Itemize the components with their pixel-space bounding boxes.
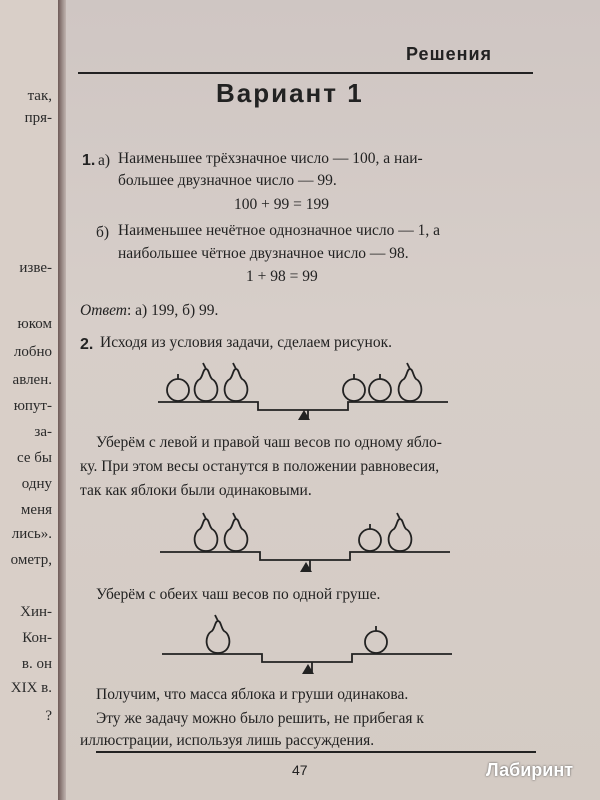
problem-text: Эту же задачу можно было решить, не прибегая к: [96, 710, 424, 727]
left-page-fragment: в. он: [21, 656, 52, 672]
pear-icon: [207, 615, 230, 653]
scale-illustration-2: [160, 502, 450, 574]
part-b-line: наибольшее чётное двузначное число — 98.: [118, 245, 409, 262]
scale-illustration-1: [158, 352, 448, 422]
left-page-fragment: одну: [21, 476, 52, 492]
left-page-fragment: лобно: [13, 344, 52, 360]
part-a-label: а): [98, 152, 111, 169]
problem-text: ку. При этом весы останутся в положении равновесия,: [80, 458, 440, 475]
equation: 1 + 98 = 99: [246, 268, 318, 285]
part-a-line: большее двузначное число — 99.: [118, 172, 337, 189]
left-page-fragment: лись».: [11, 526, 52, 542]
left-page-fragment: за-: [34, 424, 52, 440]
part-a-line: Наименьшее трёхзначное число — 100, а наи-: [118, 150, 423, 167]
left-page-fragment: авлен.: [12, 372, 52, 388]
left-page-fragment: Хин-: [20, 604, 52, 620]
pear-icon: [399, 363, 422, 401]
problem-text: иллюстрации, используя лишь рассуждения.: [80, 732, 375, 749]
section-header: Решения: [406, 44, 493, 64]
problem-text: Уберём с левой и правой чаш весов по одному ябло-: [96, 434, 442, 451]
problem-text: Исходя из условия задачи, сделаем рисунок.: [100, 334, 392, 351]
scale-illustration-3: [162, 604, 452, 676]
left-page-fragment: ?: [45, 708, 52, 724]
previous-page-edge: [0, 0, 58, 800]
page-number: 47: [292, 762, 308, 778]
left-page-fragment: се бы: [17, 450, 52, 466]
pear-icon: [195, 363, 218, 401]
problem-number: 1.: [82, 152, 96, 169]
apple-icon: [167, 374, 189, 401]
problem-text: Получим, что масса яблока и груши одинакова.: [96, 686, 409, 703]
left-page-fragment: юпут-: [13, 398, 52, 414]
left-page-fragment: XIX в.: [10, 680, 52, 696]
page-title: Вариант 1: [216, 78, 364, 108]
apple-icon: [365, 626, 387, 653]
left-page-fragment: пря-: [24, 110, 52, 126]
header-rule: [78, 72, 533, 74]
problem-text: так как яблоки были одинаковыми.: [80, 482, 312, 499]
left-page-fragment: юком: [17, 316, 52, 332]
apple-icon: [343, 374, 365, 401]
left-page-fragment: Кон-: [22, 630, 52, 646]
apple-icon: [369, 374, 391, 401]
pear-icon: [225, 513, 248, 551]
part-b-line: Наименьшее нечётное однозначное число — 1, а: [118, 222, 440, 239]
watermark-logo: Лабиринт: [486, 760, 574, 780]
left-page-fragment: так,: [27, 88, 52, 104]
apple-icon: [359, 524, 381, 551]
left-page-fragment: ометр,: [10, 552, 52, 568]
problem-number: 2.: [80, 336, 94, 353]
answer: [80, 302, 218, 320]
pear-icon: [225, 363, 248, 401]
footer-rule: [96, 751, 536, 753]
answer-text: : а) 199, б) 99.: [126, 302, 219, 319]
part-b-label: б): [96, 224, 110, 241]
book-page: [66, 0, 600, 800]
problem-text: Уберём с обеих чаш весов по одной груше.: [96, 586, 381, 603]
left-page-fragment: изве-: [19, 260, 52, 276]
pear-icon: [195, 513, 218, 551]
equation: 100 + 99 = 199: [234, 196, 329, 213]
answer-label: Ответ: [80, 302, 127, 319]
left-page-fragment: меня: [20, 502, 52, 518]
pear-icon: [389, 513, 412, 551]
